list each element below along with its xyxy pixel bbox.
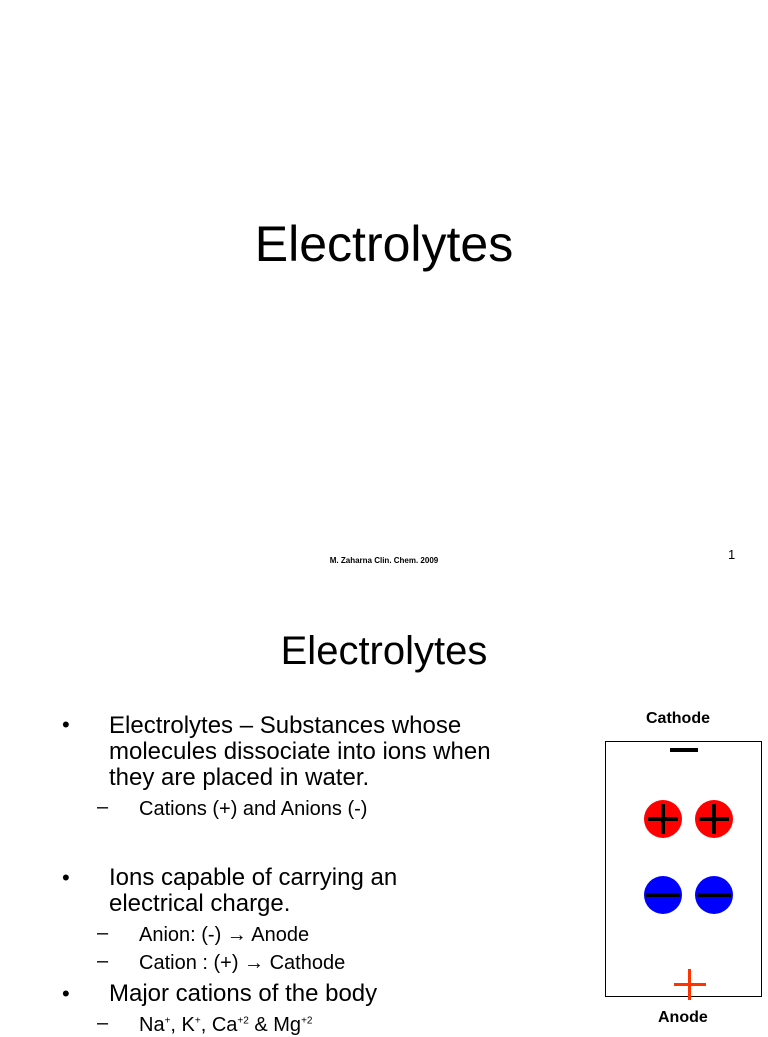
anion-icon bbox=[644, 876, 682, 914]
cathode-label: Cathode bbox=[646, 710, 710, 727]
bullet-line: electrical charge. bbox=[109, 890, 291, 917]
sub-bullet-text: Cations (+) and Anions (-) bbox=[139, 798, 368, 820]
cation-icon bbox=[695, 800, 733, 838]
superscript: + bbox=[194, 1015, 201, 1027]
bullet-marker: • bbox=[62, 865, 70, 890]
separator: & Mg bbox=[248, 1014, 302, 1036]
anode-plus-icon bbox=[674, 969, 706, 1000]
sub-bullet-text: Anion: (-) → Anode bbox=[139, 924, 310, 946]
bullet-line: molecules dissociate into ions when bbox=[109, 738, 491, 765]
slide-footer: M. Zaharna Clin. Chem. 2009 bbox=[329, 556, 439, 565]
cation-icon bbox=[644, 800, 682, 838]
dash-marker: – bbox=[97, 796, 109, 818]
superscript: +2 bbox=[301, 1015, 313, 1027]
cathode-minus-icon bbox=[670, 748, 698, 752]
superscript: +2 bbox=[237, 1015, 249, 1027]
separator: , Ca bbox=[200, 1014, 238, 1036]
slide-title: Electrolytes bbox=[280, 629, 488, 673]
slide-2 bbox=[0, 590, 768, 1036]
bullet-line: Electrolytes – Substances whose bbox=[109, 712, 462, 739]
anion-icon bbox=[695, 876, 733, 914]
slide-title: Electrolytes bbox=[254, 216, 514, 272]
sub-bullet-text: Cation : (+) → Cathode bbox=[139, 952, 346, 974]
superscript: + bbox=[164, 1015, 171, 1027]
dash-marker: – bbox=[97, 1012, 109, 1034]
na-symbol: Na bbox=[139, 1014, 165, 1036]
bullet-line: Major cations of the body bbox=[109, 980, 378, 1007]
dash-marker: – bbox=[97, 922, 109, 944]
bullet-marker: • bbox=[62, 981, 70, 1006]
anode-label: Anode bbox=[658, 1009, 708, 1026]
separator: , K bbox=[170, 1014, 195, 1036]
dash-marker: – bbox=[97, 950, 109, 972]
bullet-line: Ions capable of carrying an bbox=[109, 864, 398, 891]
bullet-marker: • bbox=[62, 712, 70, 737]
page-number: 1 bbox=[728, 547, 736, 562]
bullet-line: they are placed in water. bbox=[109, 764, 370, 791]
